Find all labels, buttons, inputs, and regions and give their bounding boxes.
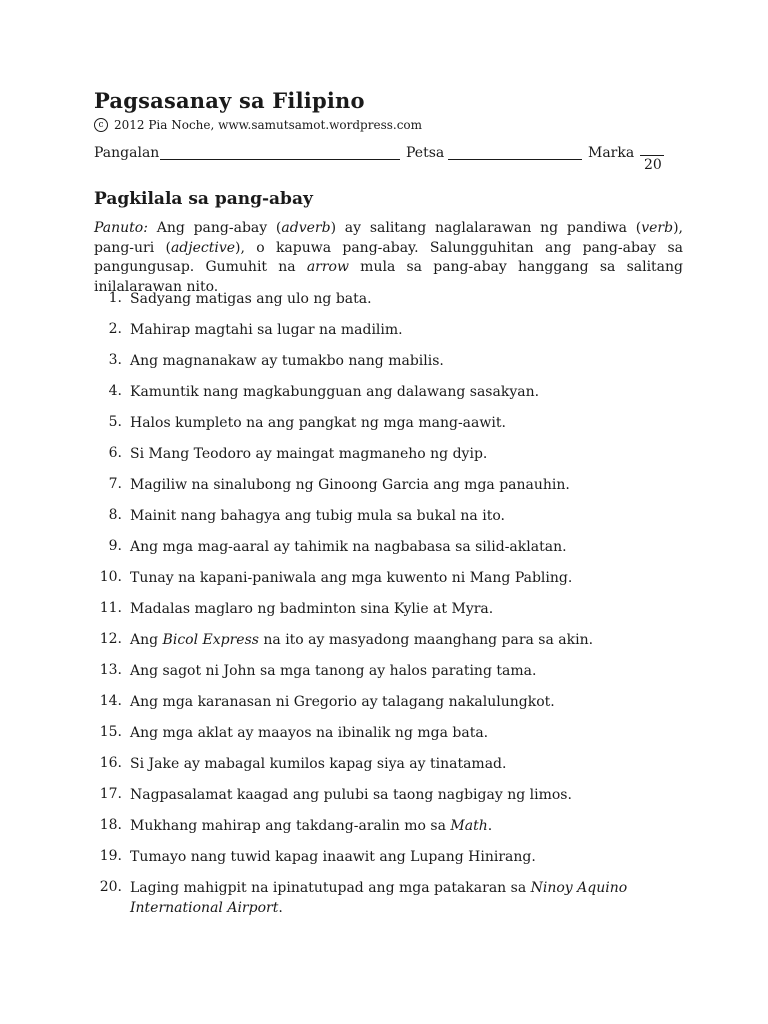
list-item <box>94 569 694 591</box>
instructions-text: ), pang-uri ( <box>94 220 683 256</box>
list-item <box>94 693 694 715</box>
name-label: Pangalan <box>94 145 160 161</box>
item-sentence: Ang magnanakaw ay tumakbo nang mabilis. <box>130 353 444 369</box>
list-item <box>94 507 694 529</box>
score-label: Marka <box>588 145 635 161</box>
instructions-label: Panuto: <box>94 220 148 236</box>
score-blank-line[interactable] <box>640 155 664 156</box>
item-number: 15. <box>99 724 122 740</box>
list-item <box>94 786 694 808</box>
list-item <box>94 879 694 916</box>
item-number: 17. <box>99 786 122 802</box>
list-item <box>94 724 694 746</box>
list-item <box>94 321 694 343</box>
item-sentence: Mukhang mahirap ang takdang-aralin mo sa Math. <box>130 818 493 834</box>
item-number: 7. <box>108 476 122 492</box>
copyright-line <box>94 118 422 132</box>
list-item <box>94 383 694 405</box>
item-sentence: Madalas maglaro ng badminton sina Kylie at Myra. <box>130 601 494 617</box>
list-item <box>94 631 694 653</box>
item-sentence: Magiliw na sinalubong ng Ginoong Garcia ang mga panauhin. <box>130 477 570 493</box>
list-item <box>94 290 694 312</box>
list-item <box>94 352 694 374</box>
item-sentence: Ang mga karanasan ni Gregorio ay talagang nakalulungkot. <box>130 694 555 710</box>
instructions-text: ) ay salitang naglalarawan ng pandiwa ( <box>330 220 642 236</box>
instructions-term: verb <box>641 220 674 236</box>
item-sentence: Si Mang Teodoro ay maingat magmaneho ng dyip. <box>130 446 488 462</box>
instructions-text: ), o kapuwa pang-abay. Salungguhitan ang pang-abay sa pangungusap. Gumuhit na <box>94 239 683 275</box>
list-item <box>94 817 694 839</box>
item-sentence: Sadyang matigas ang ulo ng bata. <box>130 291 372 307</box>
item-sentence: Si Jake ay mabagal kumilos kapag siya ay tinatamad. <box>130 756 507 772</box>
item-number: 14. <box>99 693 122 709</box>
list-item <box>94 414 694 436</box>
item-number: 11. <box>99 600 122 616</box>
item-sentence: Nagpasalamat kaagad ang pulubi sa taong nagbigay ng limos. <box>130 787 572 803</box>
list-item <box>94 445 694 467</box>
instructions-term: adjective <box>170 239 236 256</box>
name-blank-line[interactable] <box>160 159 400 160</box>
item-number: 8. <box>108 507 122 523</box>
item-number: 1. <box>108 290 122 306</box>
item-number: 18. <box>99 817 122 833</box>
item-number: 2. <box>108 321 122 337</box>
item-number: 20. <box>99 879 122 895</box>
item-number: 13. <box>99 662 122 678</box>
item-number: 9. <box>108 538 122 554</box>
item-number: 4. <box>108 383 122 399</box>
instructions-text: Ang pang-abay ( <box>147 220 282 236</box>
item-sentence: Tunay na kapani-paniwala ang mga kuwento ni Mang Pabling. <box>130 570 573 586</box>
list-item <box>94 476 694 498</box>
item-number: 3. <box>108 352 122 368</box>
item-number: 10. <box>99 569 122 585</box>
list-item <box>94 848 694 870</box>
item-sentence: Ang sagot ni John sa mga tanong ay halos parating tama. <box>130 663 537 679</box>
item-sentence: Mainit nang bahagya ang tubig mula sa bukal na ito. <box>130 508 505 524</box>
instructions-term: arrow <box>306 259 349 275</box>
instructions-term: adverb <box>281 220 331 236</box>
item-sentence: Tumayo nang tuwid kapag inaawit ang Lupang Hinirang. <box>130 849 536 865</box>
list-item <box>94 755 694 777</box>
list-item <box>94 538 694 560</box>
date-label: Petsa <box>406 145 445 161</box>
score-total: 20 <box>644 157 662 173</box>
item-number: 5. <box>108 414 122 430</box>
list-item <box>94 600 694 622</box>
item-sentence: Ang Bicol Express na ito ay masyadong maanghang para sa akin. <box>130 632 594 648</box>
page-title: Pagsasanay sa Filipino <box>94 88 365 113</box>
item-number: 16. <box>99 755 122 771</box>
date-blank-line[interactable] <box>448 159 582 160</box>
item-number: 19. <box>99 848 122 864</box>
copyright-icon: c <box>94 118 108 132</box>
item-sentence: Ang mga aklat ay maayos na ibinalik ng mga bata. <box>130 725 489 741</box>
item-sentence: Halos kumpleto na ang pangkat ng mga mang-aawit. <box>130 415 506 431</box>
list-item <box>94 662 694 684</box>
item-sentence: Kamuntik nang magkabungguan ang dalawang sasakyan. <box>130 384 540 400</box>
item-sentence: Mahirap magtahi sa lugar na madilim. <box>130 322 403 338</box>
item-number: 12. <box>99 631 122 647</box>
instructions-paragraph <box>94 219 683 297</box>
item-number: 6. <box>108 445 122 461</box>
item-sentence: Laging mahigpit na ipinatutupad ang mga patakaran sa Ninoy Aquino International Airport. <box>130 880 628 916</box>
student-info-fields <box>94 145 694 173</box>
section-title: Pagkilala sa pang-abay <box>94 189 313 209</box>
copyright-text: 2012 Pia Noche, www.samutsamot.wordpress.com <box>114 118 423 132</box>
item-sentence: Ang mga mag-aaral ay tahimik na nagbabasa sa silid-aklatan. <box>130 539 567 555</box>
instructions-text: mula sa pang-abay hanggang sa salitang inilalarawan nito. <box>94 259 684 295</box>
